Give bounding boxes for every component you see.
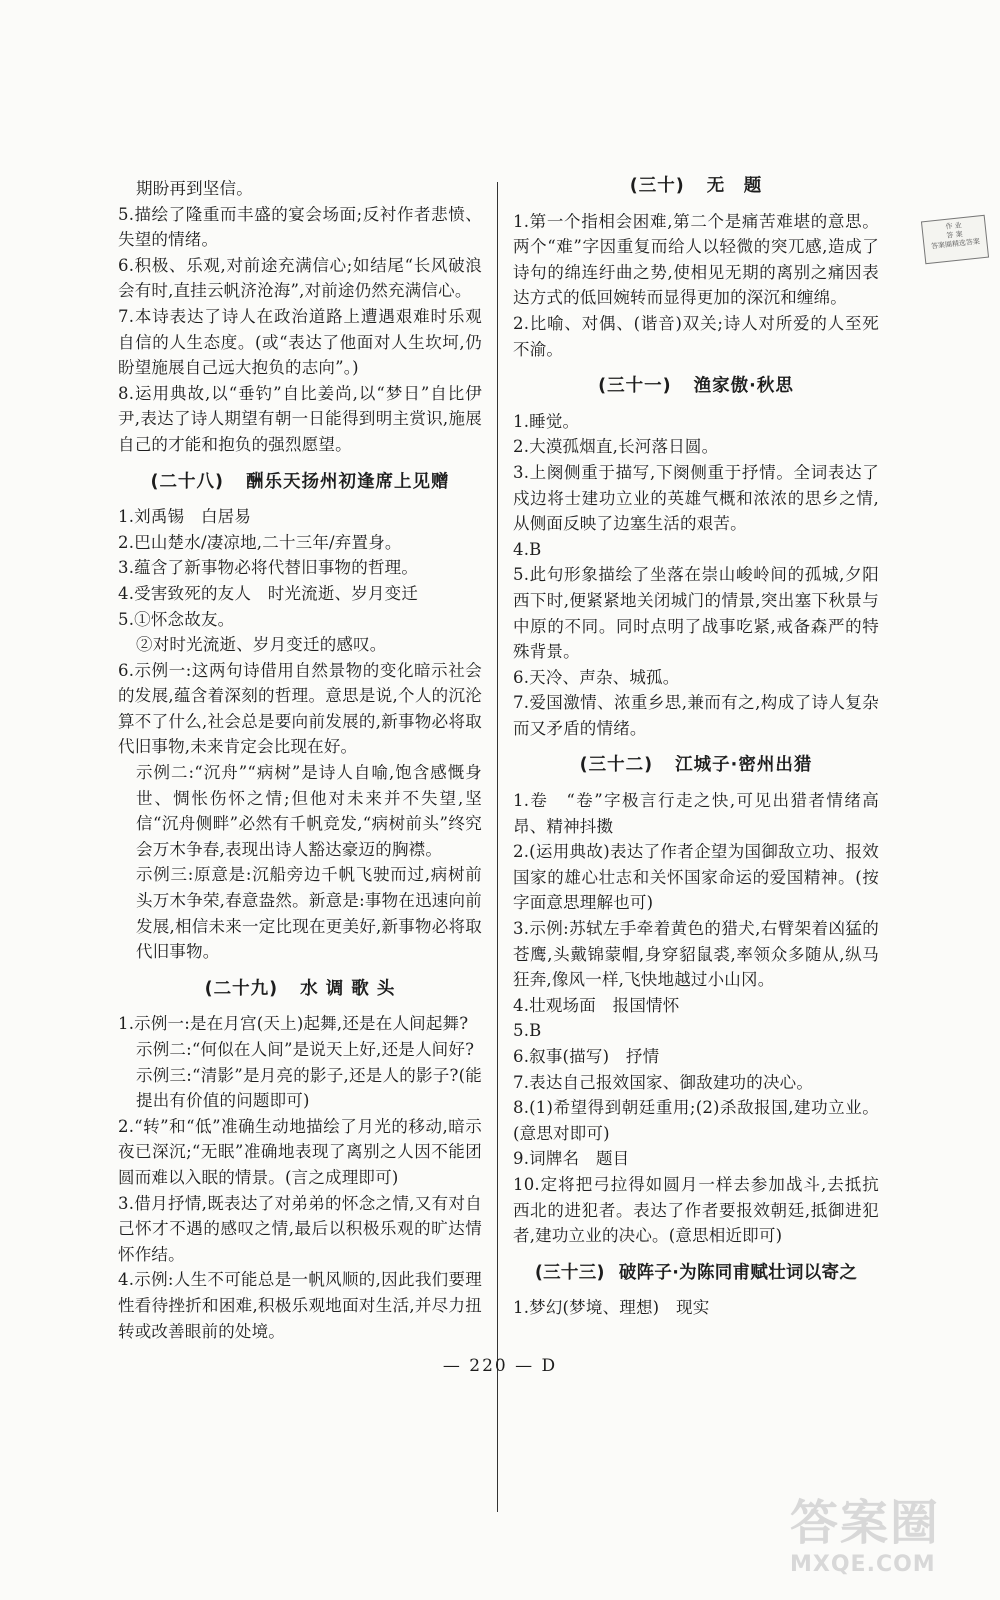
watermark-url: MXQE.COM [790, 1552, 936, 1577]
answer-item: 示例二:“何似在人间”是说天上好,还是人间好? [136, 1040, 475, 1059]
answer-item: 4.受害致死的友人 时光流逝、岁月变迁 [118, 583, 419, 603]
answer-item: 4.B [513, 539, 542, 559]
section-number: (二十九) [204, 978, 279, 999]
answer-item: 1.刘禹锡 白居易 [118, 507, 252, 527]
answer-item: 2.“转”和“低”准确生动地描绘了月光的移动,暗示夜已深沉;“无眠”准确地表现了离别之人因不能团圆而难以入眠的情景。(言之成理即可) [118, 1116, 482, 1187]
answer-item: 4.示例:人生不可能总是一帆风顺的,因此我们要理性看待挫折和困难,积极乐观地面对生活,并尽力扭转或改善眼前的处境。 [118, 1270, 482, 1341]
answer-item: 3.上阕侧重于描写,下阕侧重于抒情。全词表达了戍边将士建功立业的英雄气概和浓浓的思乡之情,从侧面反映了边塞生活的艰苦。 [513, 462, 879, 534]
page-number: — 220 — D [442, 1356, 558, 1376]
section-heading [513, 753, 879, 779]
answer-item: 5.描绘了隆重而丰盛的宴会场面;反衬作者悲愤、失望的情绪。 [118, 204, 482, 250]
answer-item: 8.运用典故,以“垂钓”自比姜尚,以“梦日”自比伊尹,表达了诗人期望有朝一日能得到明主赏识,施展自己的才能和抱负的强烈愿望。 [118, 383, 482, 454]
answer-item: 6.积极、乐观,对前途充满信心;如结尾“长风破浪会有时,直挂云帆济沧海”,对前途仍然充满信心。 [118, 255, 482, 301]
section-number: (三十一) [598, 376, 672, 397]
column-divider [497, 182, 498, 1512]
answer-item: 8.(1)希望得到朝廷重用;(2)杀敌报国,建功立业。(意思对即可) [513, 1098, 879, 1143]
answer-item: 期盼再到坚信。 [136, 179, 253, 198]
answer-item: ②对时光流逝、岁月变迁的感叹。 [136, 635, 387, 655]
answer-item: 9.词牌名 题目 [513, 1149, 630, 1169]
section-title: 渔家傲·秋思 [693, 376, 794, 397]
stamp-line: 答 案 [946, 230, 964, 240]
section-heading [513, 174, 879, 200]
section-title: 破阵子·为陈同甫赋壮词以寄之 [618, 1262, 858, 1283]
answer-item: 2.比喻、对偶、(谐音)双关;诗人对所爱的人至死不渝。 [513, 313, 879, 359]
answer-item: 示例三:“清影”是月亮的影子,还是人的影子?(能提出有价值的问题即可) [136, 1065, 482, 1111]
section-number: (三十二) [579, 755, 654, 776]
section-number: (二十八) [150, 471, 224, 492]
answer-item: 3.示例:苏轼左手牵着黄色的猎犬,右臂架着凶猛的苍鹰,头戴锦蒙帽,身穿貂鼠裘,率领众多随从,纵马狂奔,像风一样,飞快地越过小山冈。 [513, 919, 879, 990]
answer-item: 6.示例一:这两句诗借用自然景物的变化暗示社会的发展,蕴含着深刻的哲理。意思是说,个人的沉沦算不了什么,社会总是要向前发展的,新事物必将取代旧事物,未来肯定会比现在好。 [118, 660, 482, 757]
stamp-line: 答案圈精选答案 [930, 237, 981, 251]
answer-item: 2.巴山楚水/凄凉地,二十三年/弃置身。 [118, 532, 402, 552]
section-number: (三十三) [534, 1262, 605, 1283]
answer-item: 2.大漠孤烟直,长河落日圆。 [513, 437, 719, 457]
watermark [790, 1494, 990, 1594]
section-heading [118, 977, 482, 1003]
answer-item: 4.壮观场面 报国情怀 [513, 995, 680, 1015]
answer-item: 5.①怀念故友。 [118, 609, 235, 629]
section-number: (三十) [629, 176, 685, 196]
answer-item: 示例二:“沉舟”“病树”是诗人自喻,饱含感慨身世、惆怅伤怀之情;但他对未来并不失望,坚信“沉舟侧畔”必然有千帆竞发,“病树前头”终究会万木争春,表现出诗人豁达豪迈的胸襟。 [136, 763, 482, 859]
answer-item: 1.示例一:是在月宫(天上)起舞,还是在人间起舞? [118, 1014, 469, 1034]
answer-item: 10.定将把弓拉得如圆月一样去参加战斗,去抵抗西北的进犯者。表达了作者要报效朝廷,抵御进犯者,建功立业的决心。(意思相近即可) [513, 1174, 879, 1246]
stamp-line: 作 业 [945, 221, 963, 231]
section-title: 无 题 [706, 176, 763, 196]
answer-item: 1.第一个指相会困难,第二个是痛苦难堪的意思。两个“难”字因重复而给人以轻微的突兀感,造成了诗句的绵连纡曲之势,使相见无期的离别之痛因表达方式的低回婉转而显得更加的深沉和缠绵。 [513, 211, 879, 308]
answer-item: 7.爱国激情、浓重乡思,兼而有之,构成了诗人复杂而又矛盾的情绪。 [513, 693, 879, 738]
watermark-logo: 答案圈 [790, 1495, 941, 1551]
section-heading [513, 1261, 879, 1287]
answer-item: 1.卷 “卷”字极言行走之快,可见出猎者情绪高昂、精神抖擞 [513, 791, 879, 836]
right-column [513, 162, 879, 1321]
answer-item: 1.睡觉。 [513, 411, 580, 431]
answer-item: 示例三:原意是:沉船旁边千帆飞驶而过,病树前头万木争荣,春意盎然。新意是:事物在迅速向前发展,相信未来一定比现在更美好,新事物必将取代旧事物。 [136, 865, 482, 962]
answer-item: 1.梦幻(梦境、理想) 现实 [513, 1298, 710, 1318]
answer-item: 3.蕴含了新事物必将代替旧事物的哲理。 [118, 558, 419, 578]
answer-item: 7.表达自己报效国家、御敌建功的决心。 [513, 1072, 814, 1092]
answer-item: 5.B [513, 1021, 542, 1041]
answer-item: 6.叙事(描写) 抒情 [513, 1047, 660, 1066]
section-title: 酬乐天扬州初逢席上见赠 [246, 471, 450, 492]
answer-item: 3.借月抒情,既表达了对弟弟的怀念之情,又有对自己怀才不遇的感叹之情,最后以积极乐观的旷达情怀作结。 [118, 1193, 482, 1264]
answer-stamp [921, 215, 989, 264]
answer-item: 2.(运用典故)表达了作者企望为国御敌立功、报效国家的雄心壮志和关怀国家命运的爱国精神。(按字面意思理解也可) [513, 842, 879, 913]
section-title: 江城子·密州出猎 [675, 755, 813, 776]
answer-item: 7.本诗表达了诗人在政治道路上遭遇艰难时乐观自信的人生态度。(或“表达了他面对人生坎坷,仍盼望施展自己远大抱负的志向”。) [118, 306, 482, 378]
left-column [118, 176, 482, 1344]
section-title: 水 调 歌 头 [300, 978, 396, 999]
answer-item: 5.此句形象描绘了坐落在崇山峻岭间的孤城,夕阳西下时,便紧紧地关闭城门的情景,突出塞下秋景与中原的不同。同时点明了战事吃紧,戒备森严的特殊背景。 [513, 565, 879, 662]
section-heading [513, 374, 879, 400]
answer-item: 6.天冷、声杂、城孤。 [513, 667, 680, 687]
section-heading [118, 470, 482, 496]
